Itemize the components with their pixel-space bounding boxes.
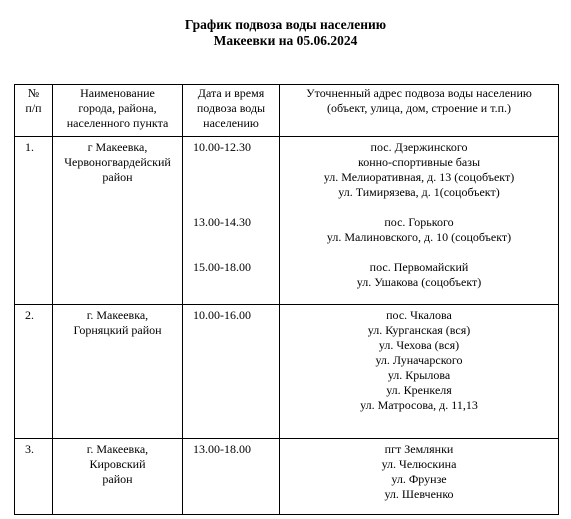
row-addresses [280,305,559,439]
row-times [183,137,280,305]
address-line: ул. Тимирязева, д. 1(соцобъект) [338,185,500,199]
table-header-row [15,85,559,137]
address-line: ул. Крылова [387,368,451,382]
address-line: пос. Первомайский [369,260,469,274]
time-slot: 13.00-14.30 [193,215,251,229]
table-row [15,137,559,305]
row-city [53,305,183,439]
city-line: г Макеевка, [87,140,148,154]
header-line: (объект, улица, дом, строение и т.п.) [327,101,511,115]
address-line: конно-спортивные базы [357,155,481,169]
row-city [53,439,183,515]
table-row [15,305,559,439]
header-city [53,85,183,137]
row-number: 1. [15,137,53,305]
address-line: пос. Горького [384,215,454,229]
water-schedule-table [14,84,559,515]
row-times [183,439,280,515]
city-line: Кировский [89,457,146,471]
header-num [15,85,53,137]
city-line: г. Макеевка, [86,308,149,322]
city-line: район [102,472,133,486]
address-line: ул. Мелиоративная, д. 13 (соцобъект) [323,170,515,184]
address-line: ул. Челюскина [381,457,457,471]
row-city [53,137,183,305]
row-number: 2. [15,305,53,439]
city-line: Горняцкий район [73,323,162,337]
header-line: подвоза воды [196,101,266,115]
city-line: г. Макеевка, [86,442,149,456]
document-title [0,17,571,49]
address-line: пгт Землянки [384,442,454,456]
city-line: Червоногвардейский [64,155,171,169]
header-line: города, района, [78,101,157,115]
time-slot: 13.00-18.00 [193,442,251,456]
row-times [183,305,280,439]
address-line: пос. Чкалова [386,308,452,322]
title-line-2: Макеевки на 05.06.2024 [213,33,358,48]
header-line: № [27,86,40,100]
header-line: Уточненный адрес подвоза воды населению [306,86,532,100]
address-line: ул. Курганская (вся) [367,323,471,337]
address-line: ул. Шевченко [384,487,454,501]
header-time [183,85,280,137]
address-line: ул. Ушакова (соцобъект) [356,275,482,289]
row-addresses [280,137,559,305]
address-line: ул. Малиновского, д. 10 (соцобъект) [326,230,512,244]
header-line: населению [203,116,259,130]
header-line: Наименование [80,86,155,100]
header-line: населенного пункта [66,116,169,130]
title-line-1: График подвоза воды населению [184,17,387,32]
row-addresses [280,439,559,515]
address-line: ул. Чехова (вся) [378,338,460,352]
header-address [280,85,559,137]
table-row [15,439,559,515]
time-slot: 15.00-18.00 [193,260,251,274]
address-line: ул. Фрунзе [391,472,447,486]
time-slot: 10.00-12.30 [193,140,251,154]
header-line: п/п [25,101,42,115]
address-line: пос. Дзержинского [370,140,468,154]
city-line: район [102,170,133,184]
address-line: ул. Кренкеля [386,383,452,397]
address-line: ул. Матросова, д. 11,13 [360,398,478,412]
address-line: ул. Луначарского [375,353,463,367]
header-line: Дата и время [197,86,265,100]
time-slot: 10.00-16.00 [193,308,251,322]
row-number: 3. [15,439,53,515]
